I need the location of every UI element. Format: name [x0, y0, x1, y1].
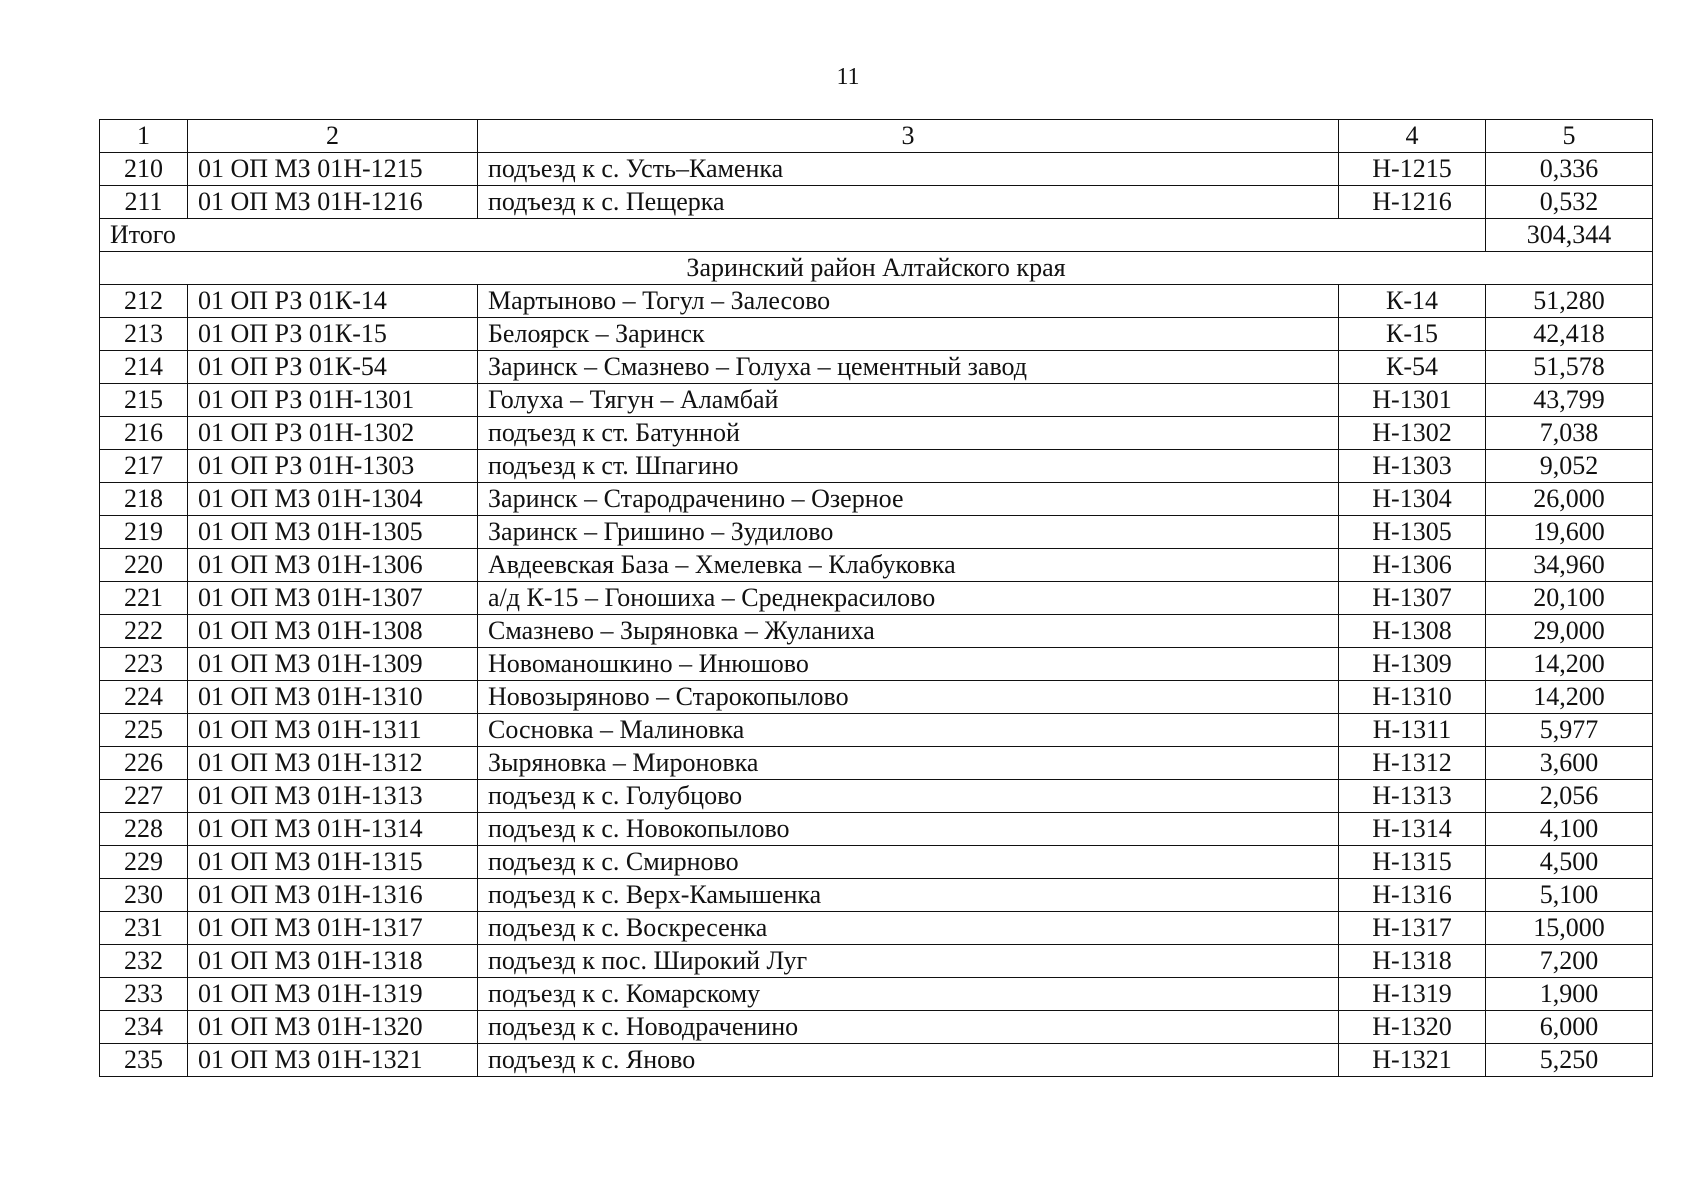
road-id: 01 ОП РЗ 01К-14: [188, 285, 478, 318]
row-number: 214: [100, 351, 188, 384]
roads-table: [99, 119, 1653, 1077]
road-code: К-15: [1339, 318, 1486, 351]
table-row: [100, 714, 1653, 747]
road-code: Н-1312: [1339, 747, 1486, 780]
road-length: 7,038: [1486, 417, 1653, 450]
road-code: Н-1306: [1339, 549, 1486, 582]
road-code: Н-1216: [1339, 186, 1486, 219]
road-code: К-54: [1339, 351, 1486, 384]
row-number: 226: [100, 747, 188, 780]
road-id: 01 ОП МЗ 01Н-1305: [188, 516, 478, 549]
header-cell-2: 2: [188, 120, 478, 153]
road-name: Заринск – Смазнево – Голуха – цементный завод: [478, 351, 1339, 384]
row-number: 233: [100, 978, 188, 1011]
road-code: Н-1309: [1339, 648, 1486, 681]
row-number: 210: [100, 153, 188, 186]
road-length: 3,600: [1486, 747, 1653, 780]
road-length: 20,100: [1486, 582, 1653, 615]
road-id: 01 ОП РЗ 01Н-1303: [188, 450, 478, 483]
row-number: 220: [100, 549, 188, 582]
road-length: 4,100: [1486, 813, 1653, 846]
road-length: 6,000: [1486, 1011, 1653, 1044]
road-code: Н-1215: [1339, 153, 1486, 186]
table-row: [100, 483, 1653, 516]
table-row: [100, 516, 1653, 549]
road-name: Заринск – Гришино – Зудилово: [478, 516, 1339, 549]
road-code: Н-1317: [1339, 912, 1486, 945]
road-length: 1,900: [1486, 978, 1653, 1011]
road-name: Новозыряново – Старокопылово: [478, 681, 1339, 714]
row-number: 231: [100, 912, 188, 945]
table-row: [100, 153, 1653, 186]
table-row: [100, 747, 1653, 780]
road-name: подъезд к с. Комарскому: [478, 978, 1339, 1011]
road-id: 01 ОП МЗ 01Н-1316: [188, 879, 478, 912]
road-name: Сосновка – Малиновка: [478, 714, 1339, 747]
row-number: 218: [100, 483, 188, 516]
road-name: Смазнево – Зыряновка – Жуланиха: [478, 615, 1339, 648]
road-length: 4,500: [1486, 846, 1653, 879]
road-name: Заринск – Стародраченино – Озерное: [478, 483, 1339, 516]
section-row: [100, 252, 1653, 285]
table-row: [100, 417, 1653, 450]
road-id: 01 ОП МЗ 01Н-1313: [188, 780, 478, 813]
road-name: Авдеевская База – Хмелевка – Клабуковка: [478, 549, 1339, 582]
row-number: 228: [100, 813, 188, 846]
header-cell-3: 3: [478, 120, 1339, 153]
road-name: Новоманошкино – Инюшово: [478, 648, 1339, 681]
road-name: Мартыново – Тогул – Залесово: [478, 285, 1339, 318]
road-name: Белоярск – Заринск: [478, 318, 1339, 351]
row-number: 216: [100, 417, 188, 450]
road-length: 15,000: [1486, 912, 1653, 945]
road-name: подъезд к с. Новокопылово: [478, 813, 1339, 846]
row-number: 223: [100, 648, 188, 681]
row-number: 224: [100, 681, 188, 714]
road-id: 01 ОП МЗ 01Н-1216: [188, 186, 478, 219]
table-row: [100, 780, 1653, 813]
table-row: [100, 846, 1653, 879]
table-row: [100, 450, 1653, 483]
road-name: подъезд к ст. Батунной: [478, 417, 1339, 450]
road-length: 26,000: [1486, 483, 1653, 516]
road-code: Н-1314: [1339, 813, 1486, 846]
road-name: подъезд к с. Новодраченино: [478, 1011, 1339, 1044]
table-row: [100, 318, 1653, 351]
road-code: Н-1303: [1339, 450, 1486, 483]
table-row: [100, 615, 1653, 648]
road-id: 01 ОП РЗ 01К-15: [188, 318, 478, 351]
road-length: 51,280: [1486, 285, 1653, 318]
table-row: [100, 1011, 1653, 1044]
road-id: 01 ОП МЗ 01Н-1307: [188, 582, 478, 615]
road-code: Н-1318: [1339, 945, 1486, 978]
road-name: подъезд к с. Верх-Камышенка: [478, 879, 1339, 912]
row-number: 232: [100, 945, 188, 978]
road-code: Н-1316: [1339, 879, 1486, 912]
road-name: подъезд к с. Усть–Каменка: [478, 153, 1339, 186]
road-id: 01 ОП МЗ 01Н-1309: [188, 648, 478, 681]
road-name: подъезд к ст. Шпагино: [478, 450, 1339, 483]
section-title: Заринский район Алтайского края: [100, 252, 1653, 285]
road-code: Н-1321: [1339, 1044, 1486, 1077]
table-row: [100, 681, 1653, 714]
row-number: 211: [100, 186, 188, 219]
road-length: 42,418: [1486, 318, 1653, 351]
road-id: 01 ОП РЗ 01Н-1301: [188, 384, 478, 417]
row-number: 225: [100, 714, 188, 747]
row-number: 230: [100, 879, 188, 912]
road-name: а/д К-15 – Гоношиха – Среднекрасилово: [478, 582, 1339, 615]
table-row: [100, 582, 1653, 615]
road-id: 01 ОП МЗ 01Н-1311: [188, 714, 478, 747]
road-code: Н-1315: [1339, 846, 1486, 879]
road-length: 5,250: [1486, 1044, 1653, 1077]
road-id: 01 ОП МЗ 01Н-1215: [188, 153, 478, 186]
road-length: 5,977: [1486, 714, 1653, 747]
road-id: 01 ОП МЗ 01Н-1319: [188, 978, 478, 1011]
road-length: 51,578: [1486, 351, 1653, 384]
header-cell-4: 4: [1339, 120, 1486, 153]
row-number: 219: [100, 516, 188, 549]
road-id: 01 ОП МЗ 01Н-1317: [188, 912, 478, 945]
table-row: [100, 978, 1653, 1011]
total-label: Итого: [100, 219, 1486, 252]
road-id: 01 ОП МЗ 01Н-1306: [188, 549, 478, 582]
header-row: [100, 120, 1653, 153]
header-cell-5: 5: [1486, 120, 1653, 153]
road-length: 5,100: [1486, 879, 1653, 912]
road-id: 01 ОП МЗ 01Н-1320: [188, 1011, 478, 1044]
road-code: К-14: [1339, 285, 1486, 318]
header-cell-1: 1: [100, 120, 188, 153]
road-length: 0,532: [1486, 186, 1653, 219]
roads-table-body: [100, 120, 1653, 1077]
road-name: подъезд к с. Голубцово: [478, 780, 1339, 813]
road-id: 01 ОП МЗ 01Н-1304: [188, 483, 478, 516]
road-code: Н-1301: [1339, 384, 1486, 417]
table-row: [100, 384, 1653, 417]
road-id: 01 ОП МЗ 01Н-1314: [188, 813, 478, 846]
road-length: 34,960: [1486, 549, 1653, 582]
total-row: [100, 219, 1653, 252]
road-id: 01 ОП МЗ 01Н-1321: [188, 1044, 478, 1077]
table-row: [100, 648, 1653, 681]
road-code: Н-1304: [1339, 483, 1486, 516]
table-row: [100, 879, 1653, 912]
road-name: подъезд к с. Пещерка: [478, 186, 1339, 219]
row-number: 229: [100, 846, 188, 879]
road-id: 01 ОП МЗ 01Н-1308: [188, 615, 478, 648]
row-number: 222: [100, 615, 188, 648]
road-id: 01 ОП РЗ 01Н-1302: [188, 417, 478, 450]
table-row: [100, 813, 1653, 846]
road-length: 43,799: [1486, 384, 1653, 417]
road-id: 01 ОП РЗ 01К-54: [188, 351, 478, 384]
page-number: 11: [836, 64, 860, 90]
road-code: Н-1302: [1339, 417, 1486, 450]
road-code: Н-1320: [1339, 1011, 1486, 1044]
road-id: 01 ОП МЗ 01Н-1315: [188, 846, 478, 879]
row-number: 215: [100, 384, 188, 417]
row-number: 234: [100, 1011, 188, 1044]
table-row: [100, 186, 1653, 219]
road-code: Н-1311: [1339, 714, 1486, 747]
row-number: 213: [100, 318, 188, 351]
table-row: [100, 351, 1653, 384]
road-code: Н-1308: [1339, 615, 1486, 648]
table-row: [100, 912, 1653, 945]
table-row: [100, 285, 1653, 318]
row-number: 235: [100, 1044, 188, 1077]
road-id: 01 ОП МЗ 01Н-1312: [188, 747, 478, 780]
road-name: Голуха – Тягун – Аламбай: [478, 384, 1339, 417]
row-number: 217: [100, 450, 188, 483]
road-code: Н-1307: [1339, 582, 1486, 615]
row-number: 221: [100, 582, 188, 615]
road-name: подъезд к пос. Широкий Луг: [478, 945, 1339, 978]
row-number: 227: [100, 780, 188, 813]
road-code: Н-1310: [1339, 681, 1486, 714]
table-row: [100, 945, 1653, 978]
road-id: 01 ОП МЗ 01Н-1318: [188, 945, 478, 978]
road-code: Н-1305: [1339, 516, 1486, 549]
road-code: Н-1319: [1339, 978, 1486, 1011]
table-row: [100, 1044, 1653, 1077]
road-length: 14,200: [1486, 681, 1653, 714]
road-length: 9,052: [1486, 450, 1653, 483]
road-length: 2,056: [1486, 780, 1653, 813]
table-row: [100, 549, 1653, 582]
road-name: Зыряновка – Мироновка: [478, 747, 1339, 780]
road-length: 19,600: [1486, 516, 1653, 549]
road-name: подъезд к с. Смирново: [478, 846, 1339, 879]
row-number: 212: [100, 285, 188, 318]
road-name: подъезд к с. Яново: [478, 1044, 1339, 1077]
road-code: Н-1313: [1339, 780, 1486, 813]
road-length: 29,000: [1486, 615, 1653, 648]
total-value: 304,344: [1486, 219, 1653, 252]
road-length: 0,336: [1486, 153, 1653, 186]
road-id: 01 ОП МЗ 01Н-1310: [188, 681, 478, 714]
road-name: подъезд к с. Воскресенка: [478, 912, 1339, 945]
road-length: 7,200: [1486, 945, 1653, 978]
road-length: 14,200: [1486, 648, 1653, 681]
